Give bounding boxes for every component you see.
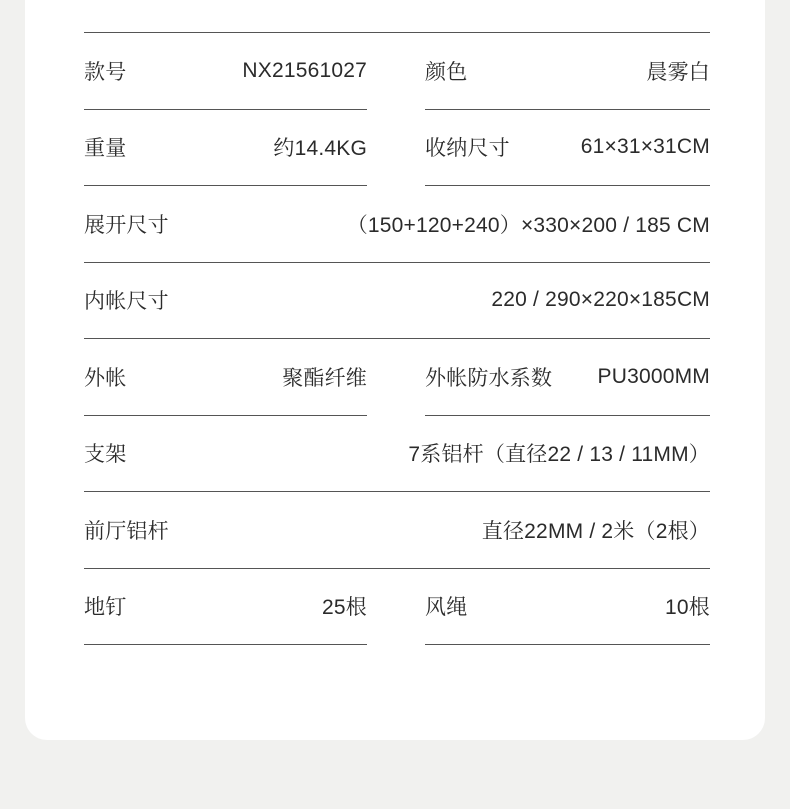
spec-cell-inner-size	[84, 263, 710, 340]
spec-cell-color	[425, 33, 710, 110]
spec-value: （150+120+240）×330×200 / 185 CM	[346, 213, 710, 237]
spec-value: 约14.4KG	[273, 137, 367, 161]
spec-row-frame	[84, 416, 710, 493]
spec-value: 25根	[322, 596, 367, 620]
spec-value: 晨雾白	[646, 60, 710, 84]
spec-value: 聚酯纤维	[282, 366, 367, 390]
spec-label: 颜色	[425, 60, 468, 84]
spec-label: 外帐防水系数	[425, 366, 553, 390]
spec-label: 支架	[84, 443, 127, 467]
spec-row-fly-waterproof	[84, 339, 710, 416]
spec-cell-open-size	[84, 186, 710, 263]
spec-label: 风绳	[425, 596, 468, 620]
spec-cell-weight	[84, 110, 367, 187]
spec-value: PU3000MM	[597, 364, 710, 388]
spec-cell-fly-material	[84, 339, 367, 416]
spec-value: 220 / 290×220×185CM	[491, 288, 710, 312]
spec-cell-waterproof	[425, 339, 710, 416]
spec-label: 款号	[84, 60, 127, 84]
spec-label: 外帐	[84, 366, 127, 390]
spec-row-open-size	[84, 186, 710, 263]
spec-label: 重量	[84, 137, 127, 161]
spec-value: 7系铝杆（直径22 / 13 / 11MM）	[408, 443, 710, 467]
spec-cell-stakes	[84, 569, 367, 646]
spec-value: NX21561027	[242, 58, 367, 82]
spec-label: 展开尺寸	[84, 213, 169, 237]
spec-label: 内帐尺寸	[84, 290, 169, 314]
spec-cell-model	[84, 33, 367, 110]
spec-cell-guy-ropes	[425, 569, 710, 646]
spec-row-stakes-ropes	[84, 569, 710, 646]
spec-label: 收纳尺寸	[425, 137, 510, 161]
spec-row-inner-size	[84, 263, 710, 340]
spec-value: 61×31×31CM	[580, 135, 710, 159]
spec-cell-vestibule-pole	[84, 492, 710, 569]
spec-value: 直径22MM / 2米（2根）	[481, 519, 710, 543]
spec-cell-packed-size	[425, 110, 710, 187]
spec-row-model-color	[84, 33, 710, 110]
spec-cell-frame	[84, 416, 710, 493]
spec-row-weight-packed	[84, 110, 710, 187]
spec-value: 10根	[665, 596, 710, 620]
spec-label: 地钉	[84, 596, 127, 620]
spec-table	[84, 33, 710, 645]
spec-label: 前厅铝杆	[84, 519, 169, 543]
spec-row-vestibule-pole	[84, 492, 710, 569]
